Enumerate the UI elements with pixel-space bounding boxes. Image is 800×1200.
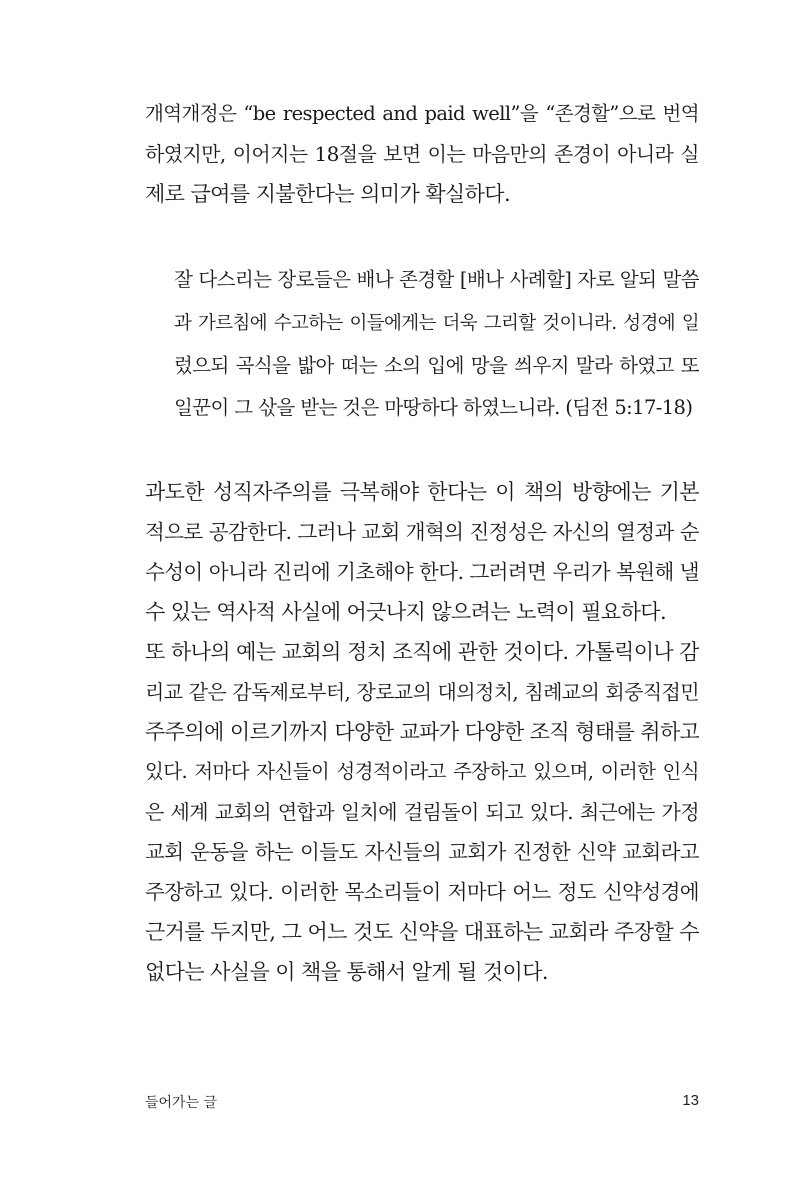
text-line: 하였지만, 이어지는 18절을 보면 이는 마음만의 존경이 아니라 실 bbox=[145, 142, 699, 166]
quote-line: 과 가르침에 수고하는 이들에게는 더욱 그리할 것이니라. 성경에 일 bbox=[174, 313, 699, 334]
text-line: 주장하고 있다. 이러한 목소리들이 저마다 어느 정도 신약성경에 bbox=[145, 880, 699, 904]
page-number: 13 bbox=[682, 1092, 699, 1109]
text-line: 수 있는 역사적 사실에 어긋나지 않으려는 노력이 필요하다. bbox=[145, 600, 667, 624]
quote-line: 일꾼이 그 삯을 받는 것은 마땅하다 하였느니라. (딤전 5:17-18) bbox=[174, 396, 693, 419]
text-line: 은 세계 교회의 연합과 일치에 걸림돌이 되고 있다. 최근에는 가정 bbox=[145, 800, 699, 824]
quote-line: 렀으되 곡식을 밟아 떠는 소의 입에 망을 씌우지 말라 하였고 또 bbox=[174, 354, 699, 377]
quote-line: 잘 다스리는 장로들은 배나 존경할 [배나 사례할] 자로 알되 말씀 bbox=[174, 268, 699, 291]
text-line: 과도한 성직자주의를 극복해야 한다는 이 책의 방향에는 기본 bbox=[145, 480, 699, 504]
text-line: 수성이 아니라 진리에 기초해야 한다. 그러려면 우리가 복원해 낼 bbox=[145, 560, 699, 584]
text-line: 적으로 공감한다. 그러나 교회 개혁의 진정성은 자신의 열정과 순 bbox=[145, 520, 699, 544]
text-line: 제로 급여를 지불한다는 의미가 확실하다. bbox=[145, 182, 511, 206]
text-line: 없다는 사실을 이 책을 통해서 알게 될 것이다. bbox=[145, 960, 548, 984]
text-line: 근거를 두지만, 그 어느 것도 신약을 대표하는 교회라 주장할 수 bbox=[145, 920, 699, 944]
text-line: 교회 운동을 하는 이들도 자신들의 교회가 진정한 신약 교회라고 bbox=[145, 840, 699, 864]
text-line: 있다. 저마다 자신들이 성경적이라고 주장하고 있으며, 이러한 인식 bbox=[145, 760, 699, 783]
text-line: 개역개정은 “be respected and paid well”을 “존경할”으로 번역 bbox=[145, 102, 699, 125]
text-line: 또 하나의 예는 교회의 정치 조직에 관한 것이다. 가톨릭이나 감 bbox=[145, 640, 699, 664]
text-line: 주주의에 이르기까지 다양한 교파가 다양한 조직 형태를 취하고 bbox=[145, 720, 699, 744]
running-footer-title: 들어가는 글 bbox=[145, 1095, 218, 1111]
text-line: 리교 같은 감독제로부터, 장로교의 대의정치, 침례교의 회중직접민 bbox=[145, 680, 699, 704]
